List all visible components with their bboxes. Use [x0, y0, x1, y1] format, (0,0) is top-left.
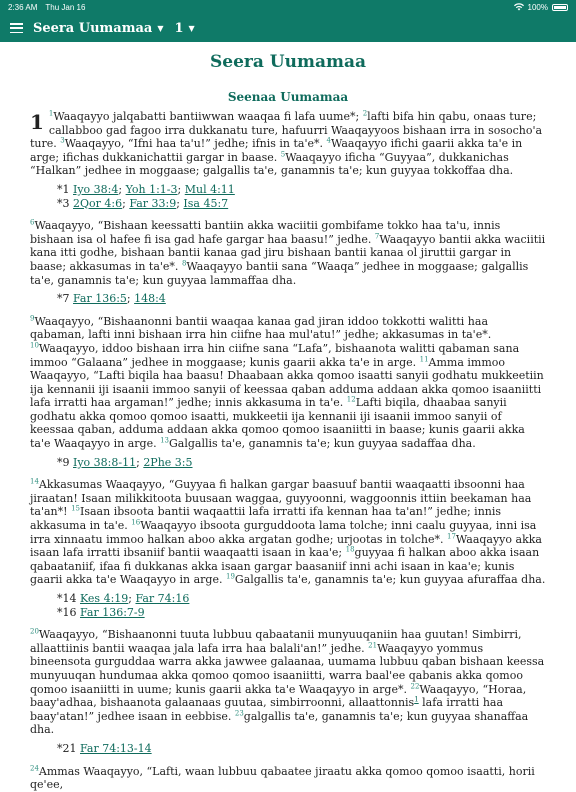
verse-number: 16	[131, 518, 141, 527]
chapter-name: 1	[174, 20, 184, 36]
verse-number: 1	[48, 109, 54, 118]
verse-text: Waaqayyo, “Bishaanonni bantii waaqaa kanaa gad jiran iddoo tokkotti walitti haa qabaman, lafti inni bishaan irra hin ciifne haa mul'atu!” jedhe; akkasumas in ta'e*.	[30, 314, 492, 342]
footnote: *9 Iyo 38:8-11; 2Phe 3:5	[57, 455, 193, 469]
verse-number: 10	[30, 341, 39, 350]
battery-icon	[552, 4, 568, 11]
cross-reference-link[interactable]: Iyo 38:8-11	[73, 455, 137, 469]
verse-number: 21	[368, 641, 378, 650]
cross-reference-link[interactable]: Far 74:13-14	[80, 741, 152, 755]
verse-number: 12	[346, 395, 356, 404]
section-heading: Seenaa Uumamaa	[227, 90, 349, 104]
reader-content	[0, 52, 576, 792]
verse-text: Waaqayyo, iddoo bishaan irra hin ciifne sana “Lafa”, bishaanota walitti qabaman sana immoo “Galaana” jedhee in moggaase; kunis gaarii akka ta'e in arge.	[30, 341, 520, 369]
verse-number: 17	[446, 531, 456, 540]
cross-reference-link[interactable]: Mul 4:11	[184, 182, 235, 196]
menu-icon[interactable]	[10, 23, 23, 33]
verse-text: Waaqayyo ificha “Guyyaa”, dukkanichas “Halkan” jedhee in moggaase; galgallis ta'e, ganamnis ta'e; kun guyyaa tokkoffaa dha.	[30, 150, 514, 178]
paragraph	[30, 219, 546, 287]
paragraph	[30, 110, 546, 178]
cross-reference-link[interactable]: Kes 4:19	[80, 592, 129, 605]
verse-text: Waaqayyo, “Ifni haa ta'u!” jedhe; ifnis in ta'e*.	[64, 137, 324, 151]
chapter-number: 1	[30, 110, 44, 134]
footnote: *1 Iyo 38:4; Yoh 1:1-3; Mul 4:11	[57, 182, 235, 196]
cross-reference-link[interactable]: Far 136:5	[73, 292, 127, 306]
verse-text: Akkasumas Waaqayyo, “Guyyaa fi halkan gargar baasuuf bantii waaqaatti ibsoonni haa jiraatan! Isaan milikkitoota buusaan waggaa, guyyoonni, waggoonnis ittiin beekaman haa ta'an*!	[30, 478, 532, 519]
verse-text: galgallis ta'e, ganamnis ta'e; kun guyyaa shanaffaa dha.	[30, 709, 529, 737]
verse-number: 23	[234, 709, 244, 718]
verse-text: Waaqayyo, “Bishaanonni tuuta lubbuu qabaatanii munyuuqaniin haa guutan! Simbirri, allaattiinis bantii waaqaa jala lafa irra haa balali'an!” jedhe.	[30, 628, 522, 655]
footnote-marker[interactable]: 1	[414, 695, 419, 704]
verse-text: Waaqayyo ifichi gaarii akka ta'e in arge; ifichas dukkanichattii gargar in baase.	[30, 137, 523, 164]
verse-text: Waaqayyo, “Horaa, baay'adhaa, bishaanota galaanaas guutaa, simbirroonni, allaattonnis	[30, 682, 527, 710]
battery-percent: 100%	[527, 2, 548, 12]
verse-text: Waaqayyo bantii akka waciitii kana itti godhe, bishaan bantii kanaa gad jiru bishaan bantii kanaa ol jiruttii gargar in baase; akkasumas in ta'e*.	[30, 232, 546, 273]
chapter-selector[interactable]	[174, 21, 194, 36]
verse-number: 3	[60, 136, 65, 145]
chevron-down-icon: ▼	[188, 23, 195, 33]
verse-number: 14	[30, 477, 39, 486]
verse-number: 6	[30, 218, 35, 227]
verse-number: 9	[30, 314, 35, 323]
verse-text: Isaan ibsoota bantii waqaattii lafa irratti ifa kennan haa ta'an!” jedhe; innis akkasuma in ta'e.	[30, 505, 502, 533]
verse-text: lafa irratti haa baay'atan!” jedhee isaan in eebbise.	[30, 696, 504, 723]
verse-text: Amma immoo Waaqayyo, “Lafti biqila haa baasu! Dhaabaan akka qomoo isaatti sanyii godhatu mukkeetiin ija kennanii iji isaanii immoo sanyii of keessaa qaban adduma addaan akka qomoo isaaniitti lafa irratti haa argaman!” jedhe; innis akkasuma in ta'e.	[30, 355, 544, 410]
status-time: 2:36 AM	[8, 2, 38, 12]
paragraph	[30, 478, 546, 587]
footnote-mark: *16	[57, 605, 77, 619]
paragraph	[30, 765, 546, 792]
verse-number: 22	[410, 681, 420, 690]
footnote	[57, 606, 546, 620]
cross-reference-link[interactable]: 148:4	[134, 292, 166, 306]
verse-text: Waaqayyo, “Bishaan keessatti bantiin akka waciitii gombifame tokko haa ta'u, innis bishaan isa ol hafee fi isa gad hafe gargar haa baasu!” jedhe.	[30, 219, 501, 246]
cross-reference-link[interactable]: Iyo 38:4	[73, 182, 119, 196]
verse-number: 24	[30, 763, 39, 772]
verse-text: Waaqayyo jalqabatti bantiiwwan waaqaa fi lafa uume*;	[53, 110, 360, 123]
verse-number: 5	[280, 150, 286, 159]
footnote: *7 Far 136:5; 148:4	[57, 292, 166, 306]
verse-text: Waaqayyo akka isaan lafa irratti ibsaniif bantii waaqaatti isaan in kaa'e;	[30, 532, 542, 560]
verse-text: lafti bifa hin qabu, onaas ture; callabboo gad fagoo irra dukkanatu ture, hafuurri Waaqayyoos bishaan irra in sosocho'a ture.	[30, 110, 543, 151]
verse-text: Waaqayyo yommus bineensota gurguddaa warra akka jawwee galaanaa, uumama lubbuu qaban bishaan keessa munyuuqan hundumaa akka qomoo qomoo isaaniitti, warra baal'ee qabanis akka qomoo qomoo isaaniitti in uume; kunis gaarii akka ta'e Waaqayyo in arge*.	[30, 641, 545, 696]
footnote-mark: *1	[57, 182, 70, 196]
status-date: Thu Jan 16	[45, 2, 86, 12]
verse-number: 18	[345, 545, 355, 554]
verse-text: Galgallis ta'e, ganamnis ta'e; kun guyyaa sadaffaa dha.	[169, 437, 476, 451]
book-name: Seera Uumamaa	[33, 20, 153, 36]
verse-number: 20	[30, 627, 39, 636]
wifi-icon	[514, 3, 524, 11]
footnote-mark: *3	[57, 196, 70, 210]
paragraph	[30, 315, 546, 451]
verse-text: Galgallis ta'e, ganamnis ta'e; kun guyyaa afuraffaa dha.	[234, 573, 546, 587]
verse-text: Waaqayyo bantii sana “Waaqa” jedhee in moggaase; galgallis ta'e, ganamnis ta'e; kun guyyaa lammaffaa dha.	[30, 259, 529, 287]
book-selector[interactable]	[33, 21, 163, 36]
footnote-mark: *7	[57, 292, 70, 306]
cross-reference-link[interactable]: Far 33:9	[129, 196, 177, 210]
verse-text: Waaqayyo ibsoota gurguddoota lama tolche; inni caalu guyyaa, inni isa irra xinnaatu immoo halkan aboo akka argatan godhe; urjootas in tolche*.	[30, 519, 537, 546]
book-title: Seera Uumamaa	[209, 52, 366, 72]
verse-text: Ammas Waaqayyo, “Lafti, waan lubbuu qabaatee jiraatu akka qomoo qomoo isaatti, horii qe'ee,	[30, 764, 535, 792]
verse-number: 7	[374, 232, 380, 241]
footnote	[57, 742, 546, 756]
footnote: *3 2Qor 4:6; Far 33:9; Isa 45:7	[57, 196, 229, 210]
cross-reference-link[interactable]: 2Phe 3:5	[143, 455, 193, 469]
cross-reference-link[interactable]: Far 136:7-9	[80, 605, 145, 619]
verse-number: 8	[181, 259, 187, 268]
footnote-mark: *14	[57, 592, 77, 605]
nav-bar	[0, 14, 576, 42]
footnote-mark: *9	[57, 455, 70, 469]
status-bar	[0, 0, 576, 14]
chevron-down-icon: ▼	[157, 23, 164, 33]
cross-reference-link[interactable]: Isa 45:7	[183, 196, 229, 210]
verse-number: 13	[160, 436, 170, 445]
verse-text: guyyaa fi halkan aboo akka isaan qabaataniif, ifaa fi dukkanas akka isaan gargar baasaniif inni achi isaan in kaa'e; kunis gaarii akka ta'e Waaqayyo in arge.	[30, 546, 540, 587]
footnote: *14 Kes 4:19; Far 74:16	[57, 592, 190, 605]
verse-number: 2	[362, 109, 368, 118]
cross-reference-link[interactable]: Yoh 1:1-3	[125, 182, 178, 196]
verse-number: 19	[225, 572, 235, 581]
cross-reference-link[interactable]: 2Qor 4:6	[73, 196, 123, 210]
footnote-mark: *21	[57, 741, 77, 755]
verse-text: Lafti biqila, dhaabaa sanyii godhatu akka qomoo qomoo isaatti, mukkeetii ija kennanii iji isaanii immoo sanyii of keessaa qaban, adduma addaan akka qomoo qomoo isaaniitti in baase; kunis gaarii akka ta'e Waaqayyo in arge.	[30, 396, 525, 451]
cross-reference-link[interactable]: Far 74:16	[135, 592, 190, 605]
paragraph	[30, 628, 546, 737]
verse-number: 15	[71, 504, 80, 513]
verse-number: 11	[419, 354, 429, 363]
verse-number: 4	[326, 136, 331, 145]
